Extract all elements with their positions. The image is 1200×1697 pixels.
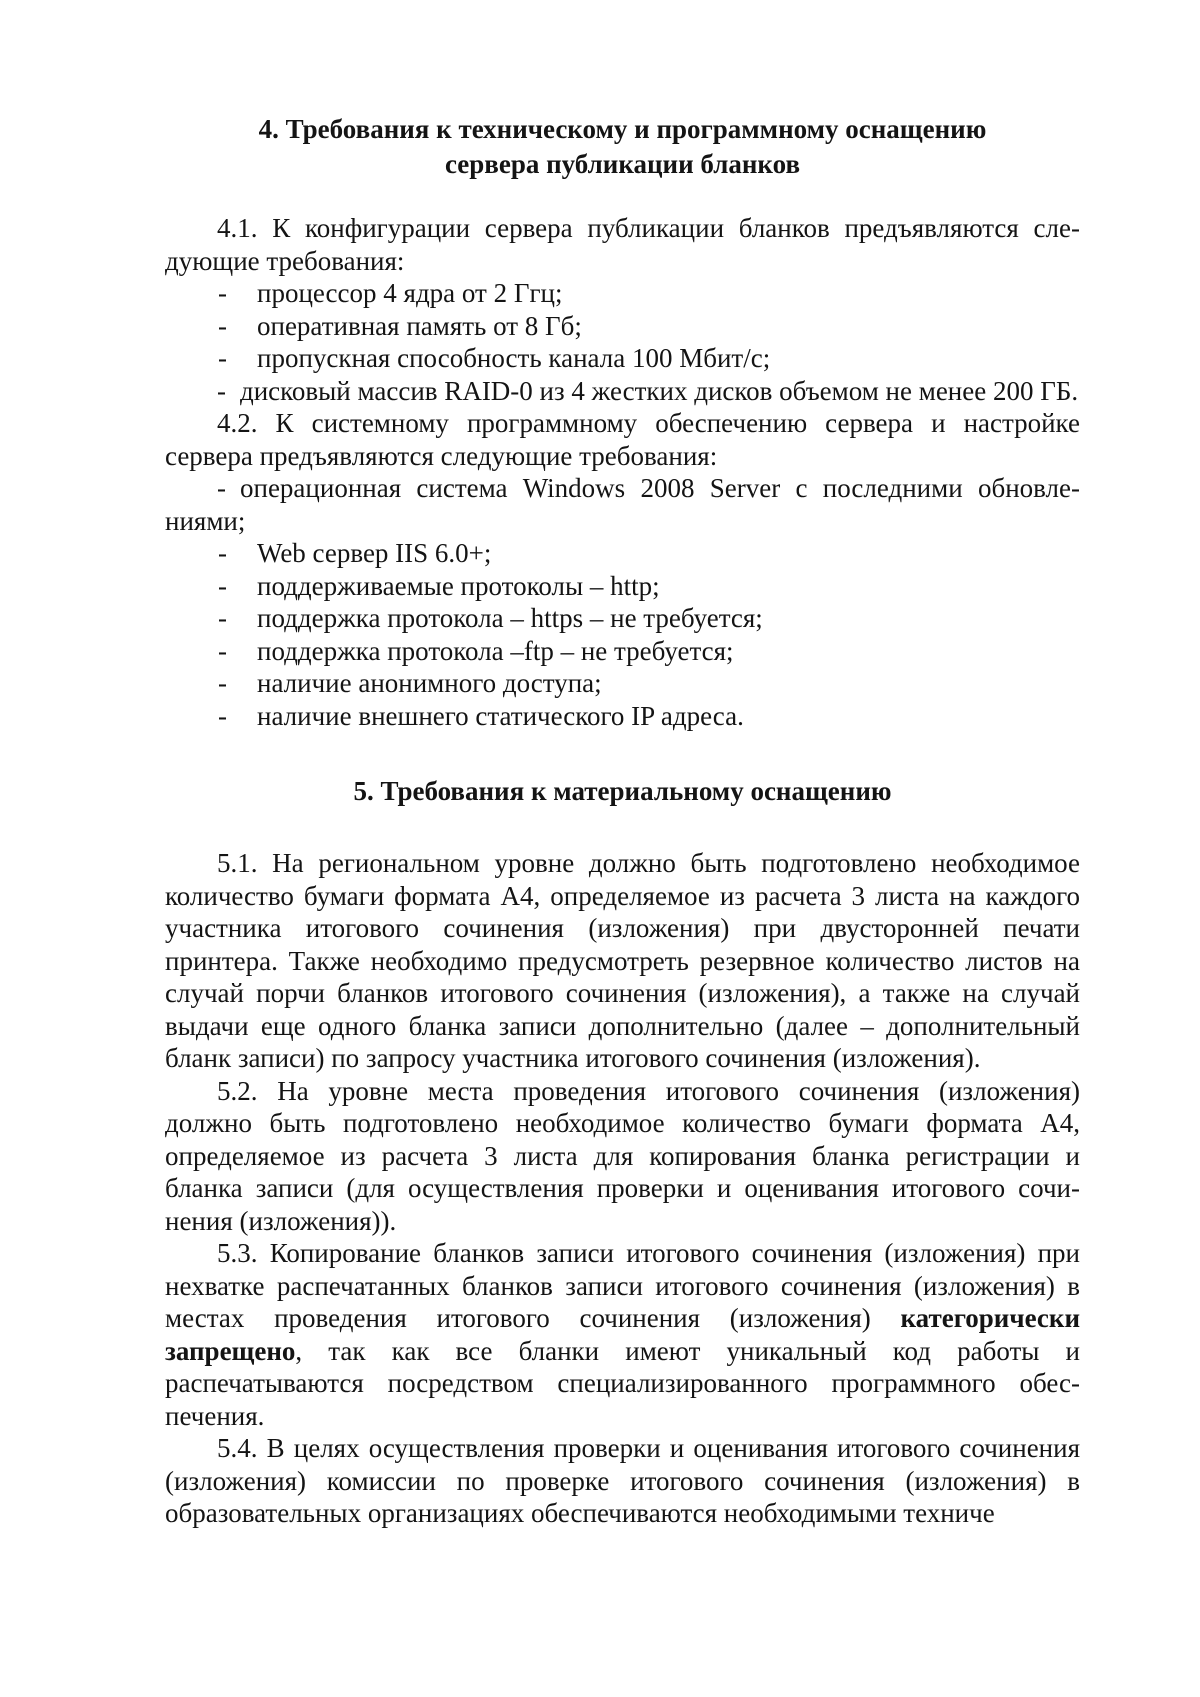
dash-marker: -	[218, 635, 227, 666]
dash-marker: -	[218, 603, 227, 633]
section-5-heading: 5. Требования к материальному оснащению	[353, 776, 892, 806]
list-item	[165, 537, 1080, 570]
list-item	[165, 375, 1080, 408]
list-item	[165, 342, 1080, 375]
list-item	[165, 635, 1080, 668]
list-item-text: наличие анонимного доступа;	[257, 668, 602, 698]
list-item	[165, 602, 1080, 635]
document-body	[165, 112, 1080, 1530]
list-item	[165, 700, 1080, 733]
list-item	[165, 667, 1080, 700]
paragraph-5-3-emphasis: категорически запрещено	[165, 1303, 1080, 1366]
dash-marker: -	[218, 570, 227, 601]
list-item	[165, 472, 1080, 537]
dash-marker: -	[218, 278, 227, 308]
list-4-1-requirements	[165, 277, 1080, 407]
list-item-text: поддерживаемые протоколы – http;	[257, 570, 660, 601]
paragraph-5-4: 5.4. В целях осуществления проверки и оценивания итогового сочинения (изложения) комиссии по проверке итогового сочинения (изложения) в образовательных организациях обеспечиваются необходимыми техниче	[165, 1433, 1080, 1528]
paragraph-5-3-text-start: 5.3. Копирование бланков записи итогового сочинения (изложения) при нехватке распечатанных бланков записи итогового сочинения (изложения) в местах проведения итогового сочинения (изложения)	[165, 1238, 1080, 1333]
list-item-text: поддержка протокола – https – не требуется;	[257, 603, 763, 633]
dash-marker: -	[217, 375, 226, 406]
paragraph-4-2: 4.2. К системному программному обеспечению сервера и настройке сервера предъявляются следующие требования:	[165, 408, 1080, 471]
dash-marker: -	[218, 538, 227, 568]
list-item-text: пропускная способность канала 100 Мбит/с;	[257, 343, 771, 373]
dash-marker: -	[218, 310, 227, 341]
list-item-text: Web сервер IIS 6.0+;	[257, 538, 492, 568]
paragraph-4-1: 4.1. К конфигурации сервера публикации бланков предъявляются следующие требования:	[165, 213, 1080, 276]
list-item-text: оперативная память от 8 Гб;	[257, 310, 582, 341]
list-4-2-requirements	[165, 472, 1080, 732]
list-item-text: поддержка протокола –ftp – не требуется;	[257, 635, 734, 666]
list-item	[165, 310, 1080, 343]
list-item	[165, 277, 1080, 310]
list-item	[165, 570, 1080, 603]
list-item-text: операционная система Windows 2008 Server с последними обновлениями;	[165, 473, 1080, 536]
paragraph-5-3	[165, 1237, 1080, 1432]
dash-marker: -	[218, 668, 227, 698]
paragraph-5-1: 5.1. На региональном уровне должно быть подготовлено необходимое количество бумаги формата А4, определяемое из расчета 3 листа на каждого участника итогового сочинения (изложения) при двусторонней печати принтера. Также необходимо предусмотреть резервное количество листов на случай порчи бланков итогового сочинения (изложения), а также на случай выдачи еще одного бланка записи дополнительно (далее – дополнительный бланк записи) по запросу участника итогового сочинения (изложения).	[165, 848, 1080, 1073]
list-item-text: дисковый массив RAID-0 из 4 жестких дисков объемом не менее 200 ГБ.	[240, 375, 1079, 406]
list-item-text: процессор 4 ядра от 2 Ггц;	[257, 278, 563, 308]
section-4-heading-line-1: 4. Требования к техническому и программному оснащению	[258, 114, 987, 144]
paragraph-5-3-text-end: , так как все бланки имеют уникальный код работы и распечатываются посредством специализированного программного обеспечения.	[165, 1335, 1080, 1431]
dash-marker: -	[218, 343, 227, 373]
list-item-text: наличие внешнего статического IP адреса.	[257, 700, 744, 731]
dash-marker: -	[218, 700, 227, 731]
section-4-heading-line-2: сервера публикации бланков	[444, 149, 801, 179]
paragraph-5-2: 5.2. На уровне места проведения итогового сочинения (изложения) должно быть подготовлено необходимое количество бумаги формата А4, определяемое из расчета 3 листа для копирования бланка регистрации и бланка записи (для осуществления проверки и оценивания итогового сочинения (изложения)).	[165, 1075, 1080, 1236]
section-4-heading	[165, 112, 1080, 182]
dash-marker: -	[217, 473, 226, 503]
